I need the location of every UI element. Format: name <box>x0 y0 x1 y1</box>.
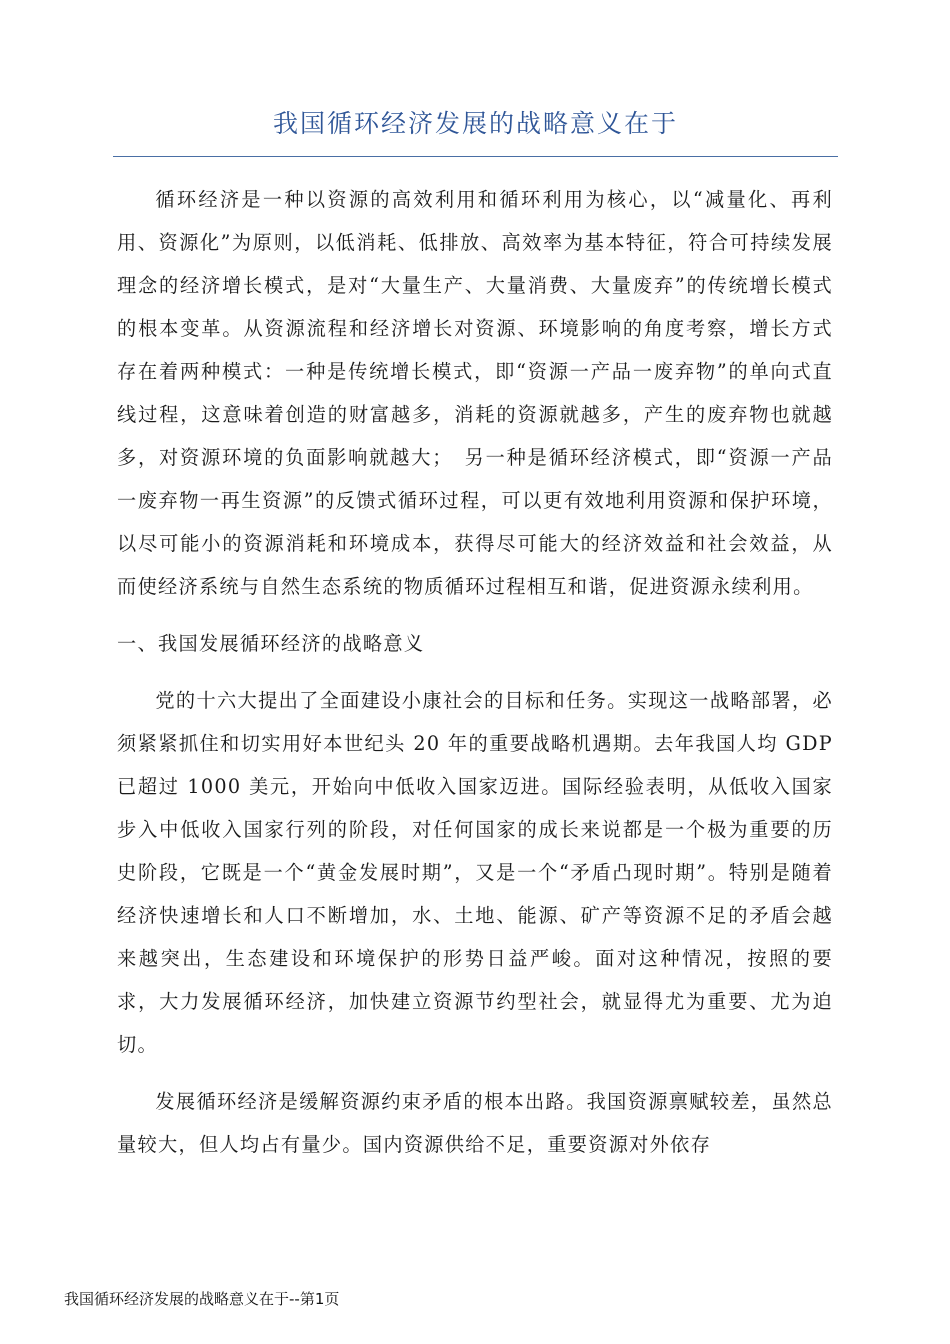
page-footer: 我国循环经济发展的战略意义在于--第1页 <box>64 1290 340 1308</box>
title-divider <box>113 156 838 157</box>
document-title: 我国循环经济发展的战略意义在于 <box>272 109 678 138</box>
section-paragraph-2: 发展循环经济是缓解资源约束矛盾的根本出路。我国资源禀赋较差，虽然总量较大，但人均占有量少。国内资源供给不足，重要资源对外依存 <box>117 1090 833 1156</box>
intro-paragraph: 循环经济是一种以资源的高效利用和循环利用为核心，以“减量化、再利用、资源化”为原则，以低消耗、低排放、高效率为基本特征，符合可持续发展理念的经济增长模式，是对“大量生产、大量消费、大量废弃”的传统增长模式的根本变革。从资源流程和经济增长对资源、环境影响的角度考察，增长方式存在着两种模式：一种是传统增长模式，即“资源一产品一废弃物”的单向式直线过程，这意味着创造的财富越多，消耗的资源就越多，产生的废弃物也就越多，对资源环境的负面影响就越大； 另一种是循环经济模式，即“资源一产品一废弃物一再生资源”的反馈式循环过程，可以更有效地利用资源和保护环境，以尽可能小的资源消耗和环境成本，获得尽可能大的经济效益和社会效益，从而使经济系统与自然生态系统的物质循环过程相互和谐，促进资源永续利用。 <box>117 188 833 598</box>
section-paragraph-1: 党的十六大提出了全面建设小康社会的目标和任务。实现这一战略部署，必须紧紧抓住和切实用好本世纪头 20 年的重要战略机遇期。去年我国人均 GDP已超过 1000 美元，开始向中低收入国家迈进。国际经验表明，从低收入国家步入中低收入国家行列的阶段，对任何国家的成长来说都是一个极为重要的历史阶段，它既是一个“黄金发展时期”，又是一个“矛盾凸现时期”。特别是随着经济快速增长和人口不断增加，水、土地、能源、矿产等资源不足的矛盾会越来越突出，生态建设和环境保护的形势日益严峻。面对这种情况，按照的要求，大力发展循环经济，加快建立资源节约型社会，就显得尤为重要、尤为迫切。 <box>117 689 833 1056</box>
document-body <box>117 178 833 1180</box>
section-heading: 一、我国发展循环经济的战略意义 <box>117 632 425 655</box>
